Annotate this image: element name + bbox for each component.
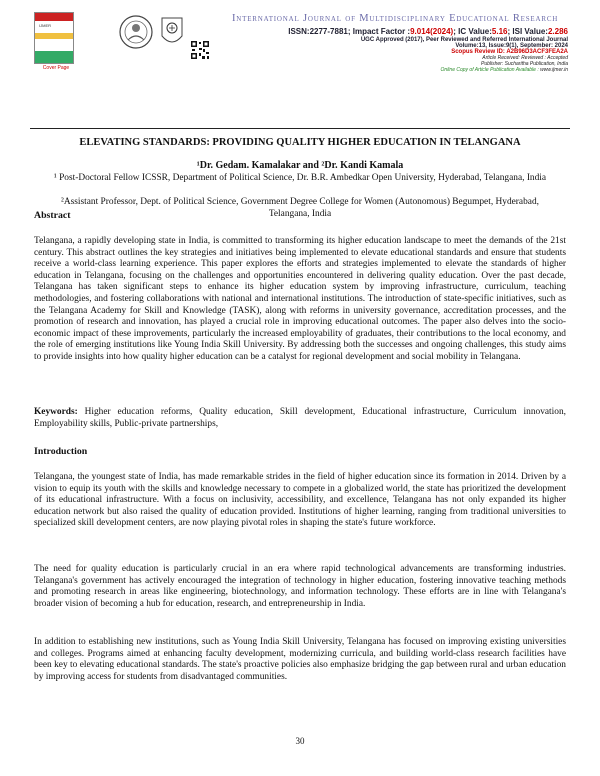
- page-number: 30: [295, 736, 305, 746]
- ugc-line: UGC Approved (2017), Peer Reviewed and Referred International Journal: [360, 37, 568, 43]
- paper-title: ELEVATING STANDARDS: PROVIDING QUALITY HIGHER EDUCATION IN TELANGANA: [79, 137, 521, 148]
- isi-value: 2.286: [547, 27, 568, 36]
- website-link[interactable]: www.ijmer.in: [540, 67, 568, 73]
- online-copy-line: Online Copy of Article Publication Available : www.ijmer.in: [440, 67, 568, 73]
- paper-authors: ¹Dr. Gedam. Kamalakar and ²Dr. Kandi Kamala: [196, 160, 404, 171]
- ic-value: 5.16: [491, 27, 508, 36]
- keywords: [34, 407, 566, 430]
- article-status: Article Received: Reviewed : Accepted: [482, 55, 568, 61]
- keywords-label: Keywords:: [34, 407, 78, 417]
- keywords-text: Higher education reforms, Quality education, Skill development, Educational infrastructure, Curriculum innovation, Employability skills, Public-private partnerships,: [34, 407, 566, 429]
- abstract-heading: Abstract: [34, 210, 71, 221]
- ugc-logo-icon: [118, 14, 154, 50]
- intro-paragraph-1: Telangana, the youngest state of India, has made remarkable strides in the field of higher education since its formation in 2014. Driven by a vision to equip its youth with the skills and knowledge necessary to compete in a globalized world, the state has prioritized the development of its educational infrastructure. With a focus on inclusivity, accessibility, and excellence, Telangana has not only expanded its higher education network but also raised the quality of education provided. Institutions of higher learning, ranging from traditional universities to specialized skill development centers, are now playing pivotal roles in shaping the state's future workforce.: [34, 472, 566, 529]
- intro-paragraph-3: In addition to establishing new institutions, such as Young India Skill University, Telangana has focused on improving existing universities and colleges. Programs aimed at enhancing faculty development, modernizing curricula, and building world-class research facilities have been key to elevating educational standards. The state's proactive policies also emphasize bridging the gap between rural and urban education by improving access for students from disadvantaged communities.: [34, 637, 566, 682]
- abstract-text: Telangana, a rapidly developing state in India, is committed to transforming its higher education landscape to meet the demands of the 21st century. This abstract outlines the key strategies and initiatives being implemented to elevate educational standards and ensure that students receive a world-class learning experience. This paper explores the efforts and strategies implemented to elevate the standards of higher education in Telangana, focusing on the challenges and opportunities encountered in delivering quality education. Over the past decade, Telangana has taken significant steps to enhance its higher education system by improving infrastructure, curriculum, teaching methodologies, and fostering collaborations with national and international institutions. The introduction of state-specific initiatives, such as the Telangana Academy for Skill and Knowledge (TASK), along with reforms in university governance, accreditation processes, and the promotion of research and innovation, has played a crucial role in improving educational outcomes. The paper also delves into the socio-economic impact of these improvements, particularly the increased employability of graduates, their contributions to the local economy, and the role of emerging institutions like Young India Skill University. By addressing both the successes and ongoing challenges, this study aims to provide insights into how quality higher education can be a catalyst for regional development and social mobility in Telangana.: [34, 236, 566, 362]
- intro-paragraph-2: The need for quality education is particularly crucial in an era where rapid technological advancements are transforming industries. Telangana's government has actively encouraged the integration of technology in higher education, fostering innovative teaching methods and promoting research in areas like engineering, biotechnology, and information technology. These efforts are in line with Telangana's broader vision of becoming a hub for education, research, and entrepreneurship in India.: [34, 564, 566, 609]
- cover-page-label: Cover Page: [42, 65, 70, 71]
- volume-line: Volume:13, Issue:9(1), September: 2024: [455, 43, 568, 49]
- journal-header: [0, 0, 600, 82]
- header-divider: [30, 128, 570, 129]
- scopus-line: Scopus Review ID: A2B96D3ACF3FEA2A: [451, 49, 568, 55]
- issn-line: ISSN:2277-7881; Impact Factor :9.014(2024); IC Value:5.16; ISI Value:2.286: [288, 27, 568, 36]
- seal-emblem-icon: [158, 14, 186, 50]
- affiliation-1: ¹ Post-Doctoral Fellow ICSSR, Department of Political Science, Dr. B.R. Ambedkar Open University, Hyderabad, Telangana, India: [53, 173, 547, 183]
- qr-code-icon[interactable]: [190, 40, 210, 60]
- affiliation-2: ²Assistant Professor, Dept. of Political Science, Government Degree College for Women (Autonomous) Begumpet, Hyderabad, Telangana, India: [61, 197, 539, 219]
- introduction-heading: Introduction: [34, 446, 88, 457]
- cover-text: IJMER: [39, 23, 51, 28]
- impact-factor-value: 9.014(2024): [410, 27, 454, 36]
- publisher-line: Publisher: Sucharitha Publication, India: [481, 61, 568, 67]
- journal-meta: [288, 27, 568, 73]
- journal-title: International Journal of Multidisciplinary Educational Research: [232, 13, 559, 24]
- cover-page-thumbnail[interactable]: [34, 12, 74, 64]
